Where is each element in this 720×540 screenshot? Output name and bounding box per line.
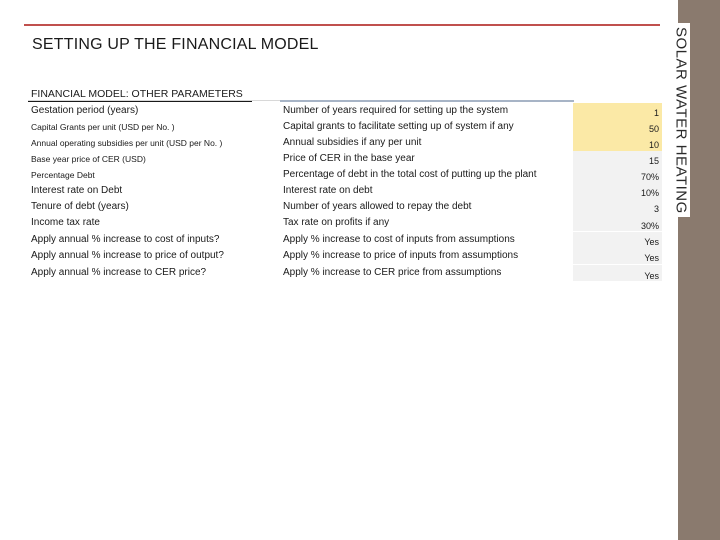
parameter-label: Apply annual % increase to price of output? (31, 250, 224, 261)
parameter-value[interactable]: 1 (653, 108, 659, 118)
parameter-description: Number of years allowed to repay the debt (283, 201, 472, 212)
section-heading: FINANCIAL MODEL: OTHER PARAMETERS (31, 88, 243, 100)
parameter-description: Capital grants to facilitate setting up of system if any (283, 121, 514, 132)
parameter-description: Price of CER in the base year (283, 153, 415, 164)
parameter-value[interactable]: 3 (653, 204, 659, 214)
parameter-value[interactable]: Yes (644, 271, 659, 281)
parameter-label: Percentage Debt (31, 170, 95, 180)
description-header-rule (280, 100, 574, 102)
parameter-description: Apply % increase to CER price from assumptions (283, 267, 502, 278)
parameter-value[interactable]: Yes (644, 237, 659, 247)
parameter-label: Tenure of debt (years) (31, 201, 129, 212)
parameter-value[interactable]: Yes (644, 253, 659, 263)
side-title: SOLAR WATER HEATING (673, 23, 690, 218)
parameter-value[interactable]: 70% (640, 172, 659, 182)
heading-underline (28, 101, 252, 102)
side-title-container (661, 20, 701, 220)
parameter-value[interactable]: 10% (640, 188, 659, 198)
parameter-description: Percentage of debt in the total cost of putting up the plant (283, 169, 537, 180)
parameter-description: Apply % increase to cost of inputs from assumptions (283, 234, 515, 245)
parameter-value[interactable]: 30% (640, 221, 659, 231)
parameter-label: Annual operating subsidies per unit (USD per No. ) (31, 138, 223, 148)
parameter-label: Apply annual % increase to cost of inputs? (31, 234, 220, 245)
top-accent-rule (24, 24, 660, 26)
parameter-label: Capital Grants per unit (USD per No. ) (31, 122, 175, 132)
parameter-description: Interest rate on debt (283, 185, 373, 196)
parameter-label: Apply annual % increase to CER price? (31, 267, 207, 278)
parameter-value[interactable]: 50 (648, 124, 659, 134)
parameter-description: Annual subsidies if any per unit (283, 137, 422, 148)
parameter-label: Interest rate on Debt (31, 185, 123, 196)
parameter-description: Tax rate on profits if any (283, 217, 390, 228)
parameter-description: Number of years required for setting up the system (283, 105, 509, 116)
parameter-label: Base year price of CER (USD) (31, 154, 146, 164)
parameter-description: Apply % increase to price of inputs from assumptions (283, 250, 519, 261)
page-title: SETTING UP THE FINANCIAL MODEL (32, 36, 319, 53)
parameter-value[interactable]: 10 (648, 140, 659, 150)
parameter-label: Income tax rate (31, 217, 100, 228)
parameter-value[interactable]: 15 (648, 156, 659, 166)
parameter-label: Gestation period (years) (31, 105, 139, 116)
